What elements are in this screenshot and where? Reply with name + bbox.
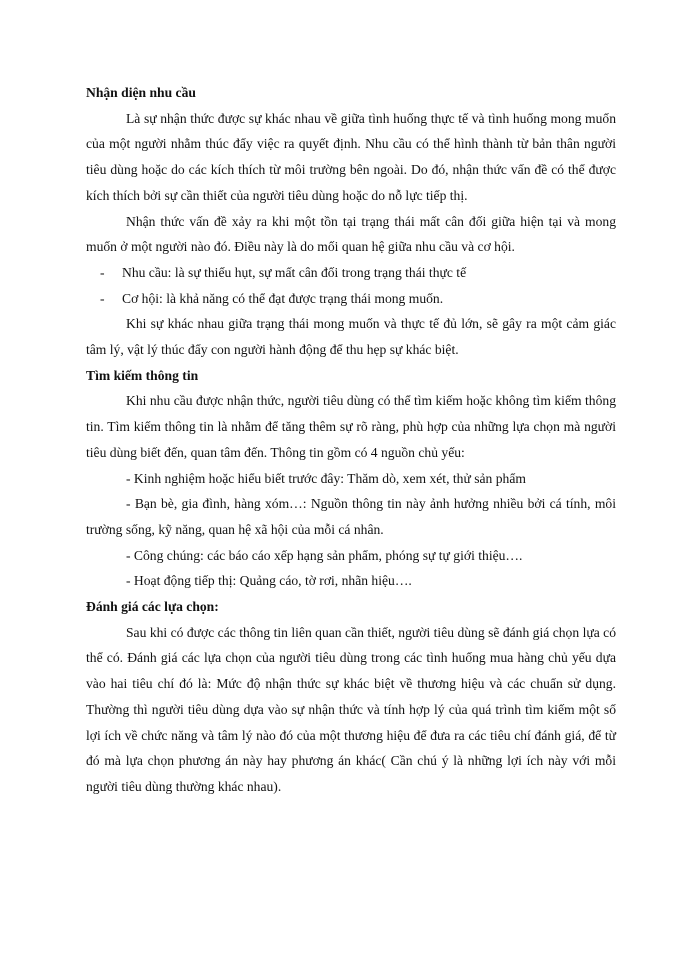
- paragraph: Sau khi có được các thông tin liên quan cần thiết, người tiêu dùng sẽ đánh giá chọn lựa có thể có. Đánh giá các lựa chọn của người tiêu dùng trong các tình huống mua hàng chủ yếu dựa vào hai tiêu chí đó là: Mức độ nhận thức sự khác biệt về thương hiệu và các chuẩn sử dụng. Thường thì người tiêu dùng dựa vào sự nhận thức và tính hợp lý của quá trình tìm kiếm một số lợi ích về chức năng và tâm lý nào đó của một thương hiệu để đưa ra các tiêu chí đánh giá, để từ đó mà lựa chọn phương án này hay phương án khác( Cần chú ý là những lợi ích này với mỗi người tiêu dùng thường khác nhau).: [86, 624, 616, 794]
- heading-need-recognition: Nhận diện nhu cầu: [86, 85, 196, 100]
- source-item: - Công chúng: các báo cáo xếp hạng sản phẩm, phóng sự tự giới thiệu….: [126, 547, 523, 563]
- bullet-dash: -: [100, 264, 105, 280]
- heading-evaluate-alternatives: Đánh giá các lựa chọn:: [86, 599, 219, 615]
- paragraph: Khi nhu cầu được nhận thức, người tiêu dùng có thể tìm kiếm hoặc không tìm kiếm thông tin. Tìm kiếm thông tin là nhằm để tăng thêm sự rõ ràng, phù hợp của những lựa chọn mà người tiêu dùng biết đến, quan tâm đến. Thông tin gồm có 4 nguồn chủ yếu:: [86, 393, 616, 460]
- source-item: - Hoạt động tiếp thị: Quảng cáo, tờ rơi, nhãn hiệu….: [126, 573, 412, 589]
- heading-information-search: Tìm kiếm thông tin: [86, 367, 199, 383]
- bullet-dash: -: [100, 290, 105, 306]
- list-item-text: Cơ hội: là khả năng có thể đạt được trạng thái mong muốn.: [122, 290, 444, 306]
- paragraph: Là sự nhận thức được sự khác nhau về giữa tình huống thực tế và tình huống mong muốn của một người nhằm thúc đẩy việc ra quyết định. Nhu cầu có thể hình thành từ bản thân người tiêu dùng hoặc do các kích thích từ môi trường bên ngoài. Do đó, nhận thức vấn đề có thể được kích thích bởi sự cần thiết của người tiêu dùng hoặc do nỗ lực tiếp thị.: [86, 110, 616, 203]
- document-body: [86, 80, 616, 800]
- list-item-text: Nhu cầu: là sự thiếu hụt, sự mất cân đối trong trạng thái thực tế: [122, 264, 467, 280]
- list-item: [86, 286, 616, 312]
- paragraph: Nhận thức vấn đề xảy ra khi một tồn tại trạng thái mất cân đối giữa hiện tại và mong muốn ở một người nào đó. Điều này là do mối quan hệ giữa nhu cầu và cơ hội.: [86, 213, 616, 255]
- paragraph: Khi sự khác nhau giữa trạng thái mong muốn và thực tế đủ lớn, sẽ gây ra một cảm giác tâm lý, vật lý thúc đẩy con người hành động để thu hẹp sự khác biệt.: [86, 316, 616, 358]
- source-item: - Bạn bè, gia đình, hàng xóm…: Nguồn thông tin này ảnh hưởng nhiều bởi cá tính, môi trường sống, kỹ năng, quan hệ xã hội của mỗi cá nhân.: [86, 496, 616, 537]
- source-item: - Kinh nghiệm hoặc hiểu biết trước đây: Thăm dò, xem xét, thử sản phẩm: [126, 470, 526, 486]
- list-item: [86, 260, 616, 286]
